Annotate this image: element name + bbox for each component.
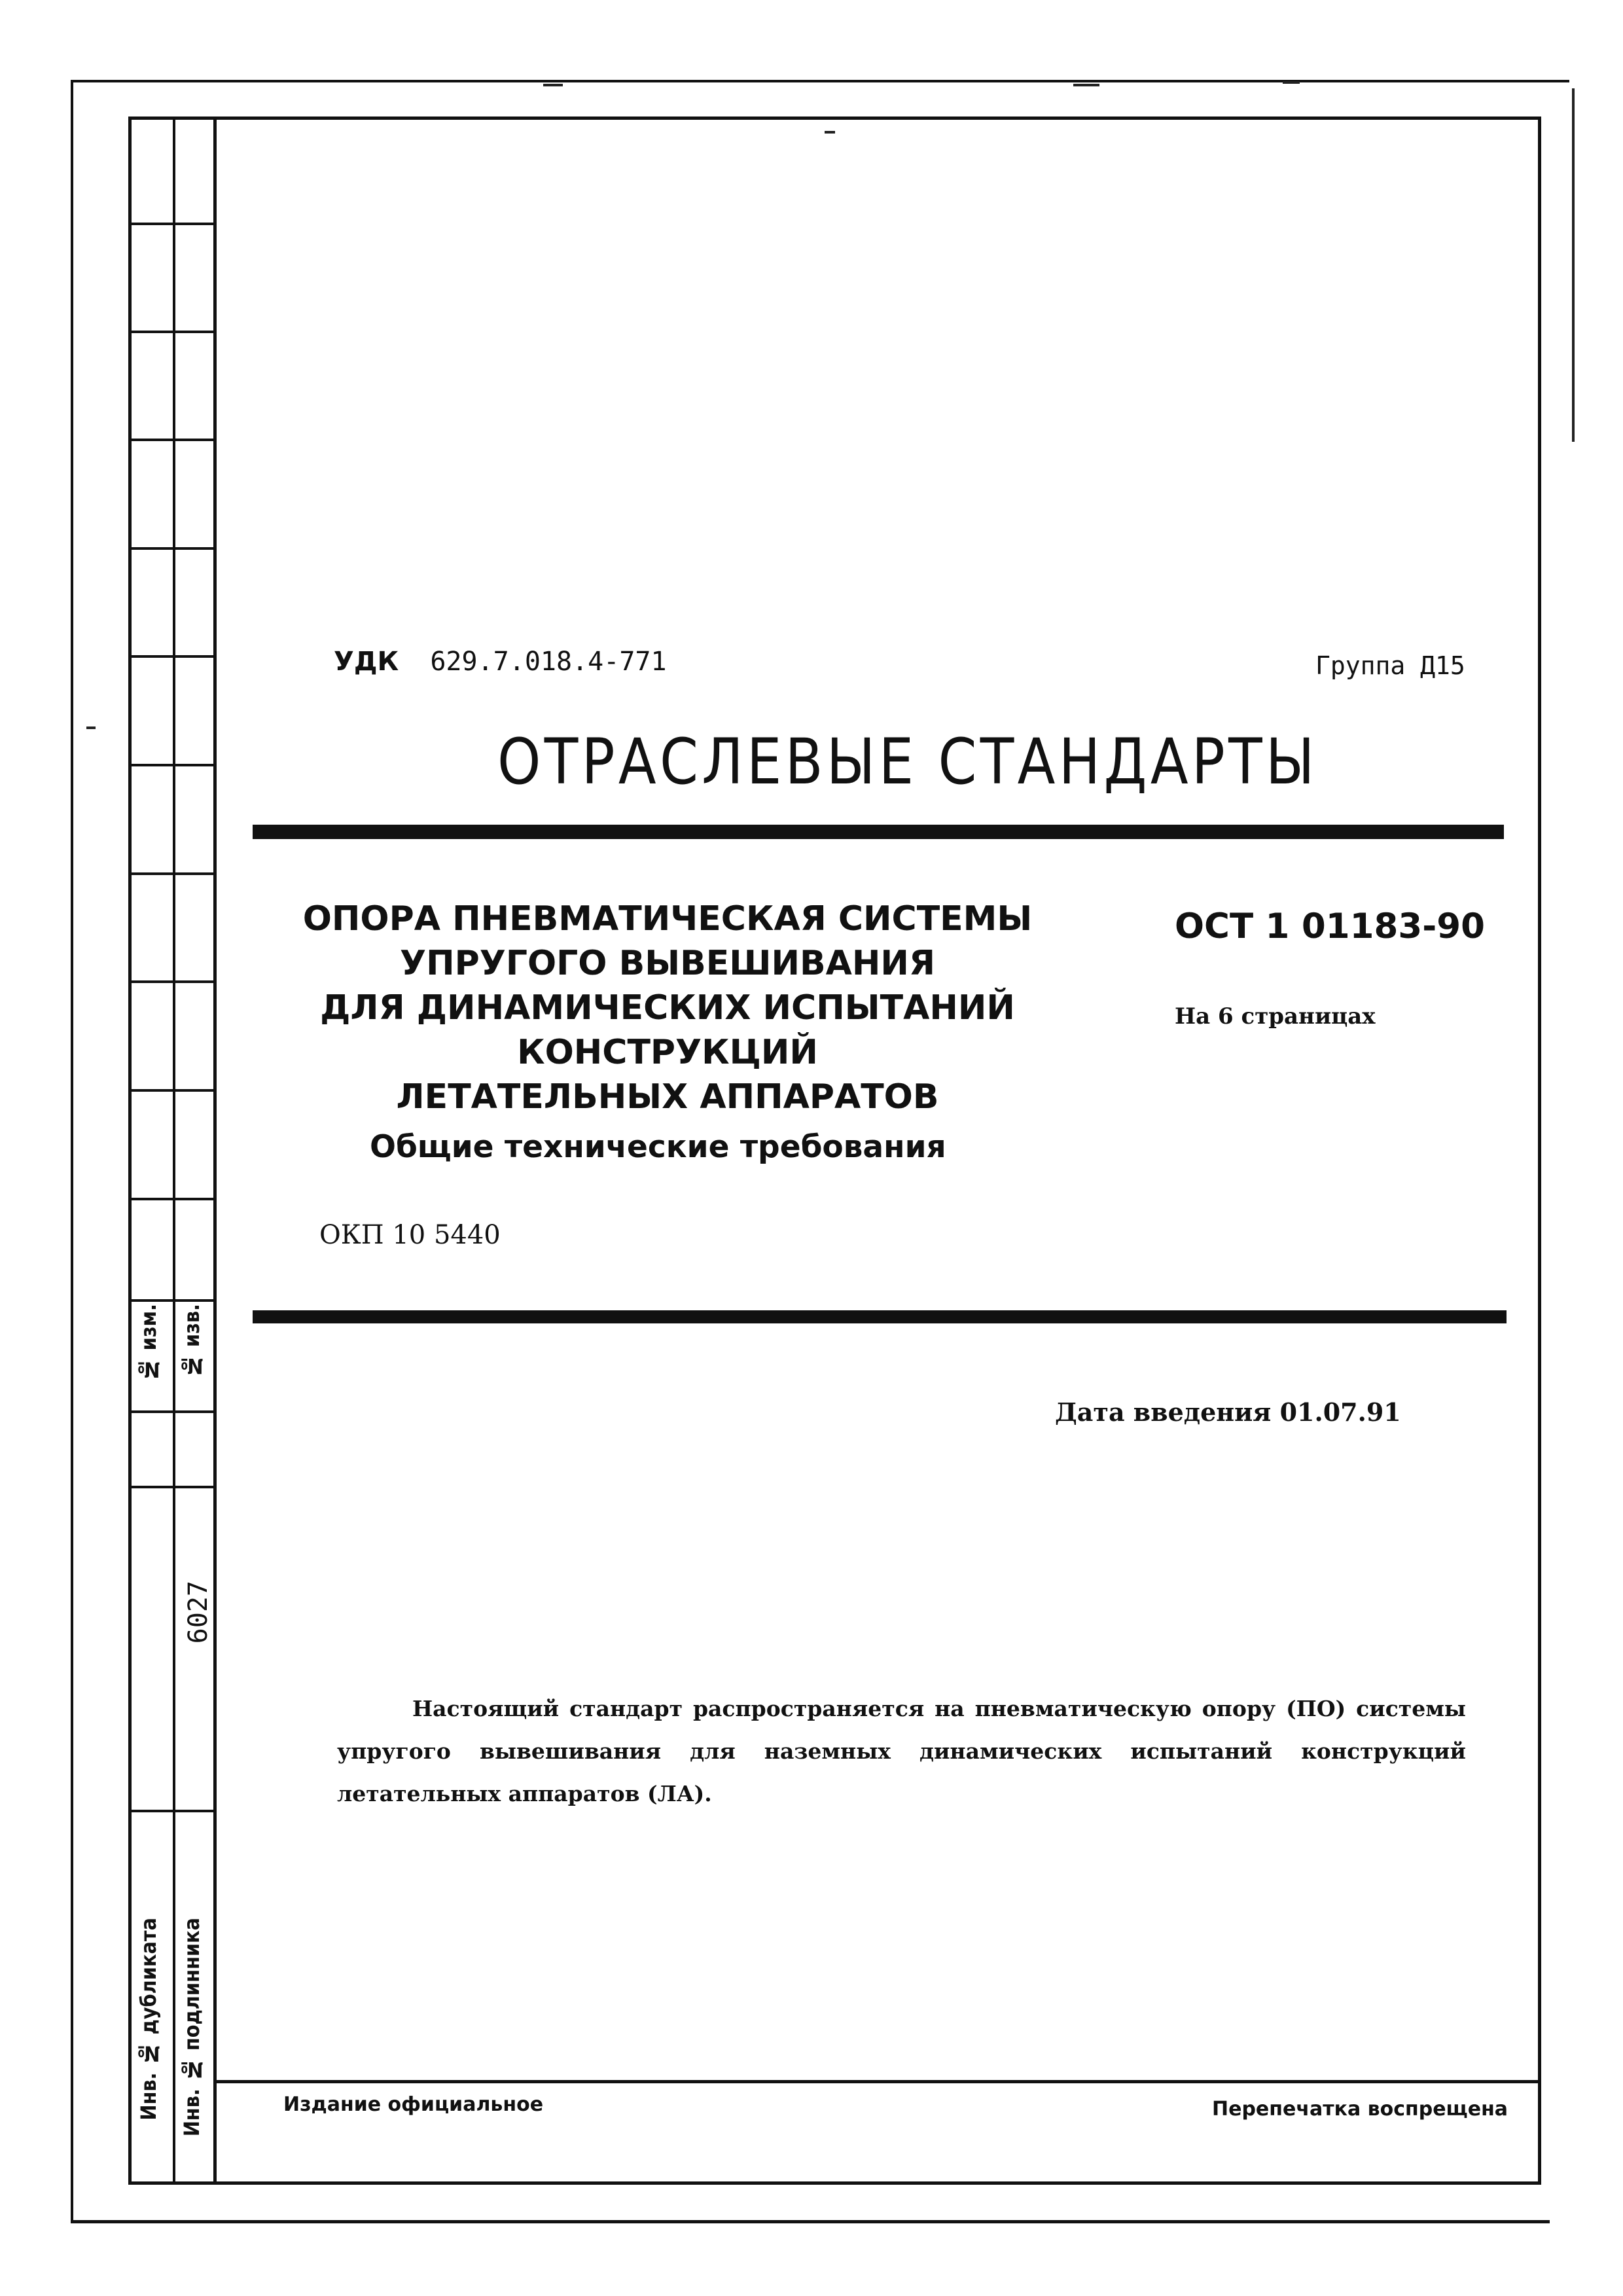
scan-mark <box>86 726 96 729</box>
standard-title-line: УПРУГОГО ВЫВЕШИВАНИЯ <box>400 944 935 983</box>
side-strip-cell-line <box>128 1198 217 1200</box>
notice-number-label: № изв. <box>179 1304 204 1379</box>
side-strip-cell-line <box>128 655 217 658</box>
scope-paragraph: Настоящий стандарт распространяется на пневматическую опору (ПО) системы упругого вывешивания для наземных динамических испытаний конструкций летательных аппаратов (ЛА). <box>337 1696 1466 1806</box>
scan-mark <box>543 84 563 86</box>
duplicate-inventory-label: Инв. № дубликата <box>136 1918 161 2121</box>
udk-label: УДК <box>334 647 399 677</box>
okp-code: ОКП 10 5440 <box>319 1220 501 1250</box>
udk-line <box>334 647 667 677</box>
standard-subtitle: Общие технические требования <box>370 1129 946 1165</box>
page-count: На 6 страницах <box>1175 1003 1376 1030</box>
udk-value: 629.7.018.4-771 <box>430 647 667 677</box>
page-title: ОТРАСЛЕВЫЕ СТАНДАРТЫ <box>497 725 1318 798</box>
side-strip-cell-line <box>128 1299 217 1302</box>
side-strip-cell-line <box>128 872 217 875</box>
side-strip-cell-line <box>128 439 217 441</box>
footer-divider <box>217 2080 1541 2083</box>
scan-mark <box>1283 81 1300 84</box>
standard-title-line: ОПОРА ПНЕВМАТИЧЕСКАЯ СИСТЕМЫ <box>302 899 1033 939</box>
side-strip-cell-line <box>128 764 217 766</box>
change-number-label: № изм. <box>136 1304 161 1382</box>
standard-title-line: ДЛЯ ДИНАМИЧЕСКИХ ИСПЫТАНИЙ <box>320 988 1015 1028</box>
standard-title <box>301 897 1034 1119</box>
side-strip-cell-line <box>128 1410 217 1413</box>
reprint-prohibited-note: Перепечатка воспрещена <box>1212 2098 1508 2121</box>
sheet-top-edge <box>71 80 1569 82</box>
side-strip-divider <box>173 117 175 2185</box>
top-thick-rule <box>253 825 1504 839</box>
scan-mark <box>1073 84 1099 86</box>
sheet-left-edge <box>71 80 73 2223</box>
side-strip-cell-line <box>128 1486 217 1488</box>
introduction-date: Дата введения 01.07.91 <box>1055 1397 1401 1427</box>
side-strip-cell-line <box>128 331 217 333</box>
bottom-thick-rule <box>253 1310 1507 1323</box>
side-strip-cell-line <box>128 1810 217 1812</box>
standard-code: ОСТ 1 01183-90 <box>1175 906 1486 946</box>
sheet-bottom-edge <box>71 2220 1550 2223</box>
original-inventory-label: Инв. № подлинника <box>179 1918 204 2137</box>
side-strip-cell-line <box>128 980 217 983</box>
side-strip-cell-line <box>128 223 217 225</box>
standard-title-line: ЛЕТАТЕЛЬНЫХ АППАРАТОВ <box>396 1077 939 1117</box>
standard-title-line: КОНСТРУКЦИЙ <box>517 1033 818 1072</box>
group-code: Группа Д15 <box>1315 651 1465 680</box>
side-strip-cell-line <box>128 1089 217 1092</box>
sheet-right-edge <box>1572 88 1575 442</box>
official-edition-note: Издание официальное <box>283 2093 544 2116</box>
side-strip-cell-line <box>128 547 217 550</box>
inventory-number: 6027 <box>183 1581 213 1644</box>
